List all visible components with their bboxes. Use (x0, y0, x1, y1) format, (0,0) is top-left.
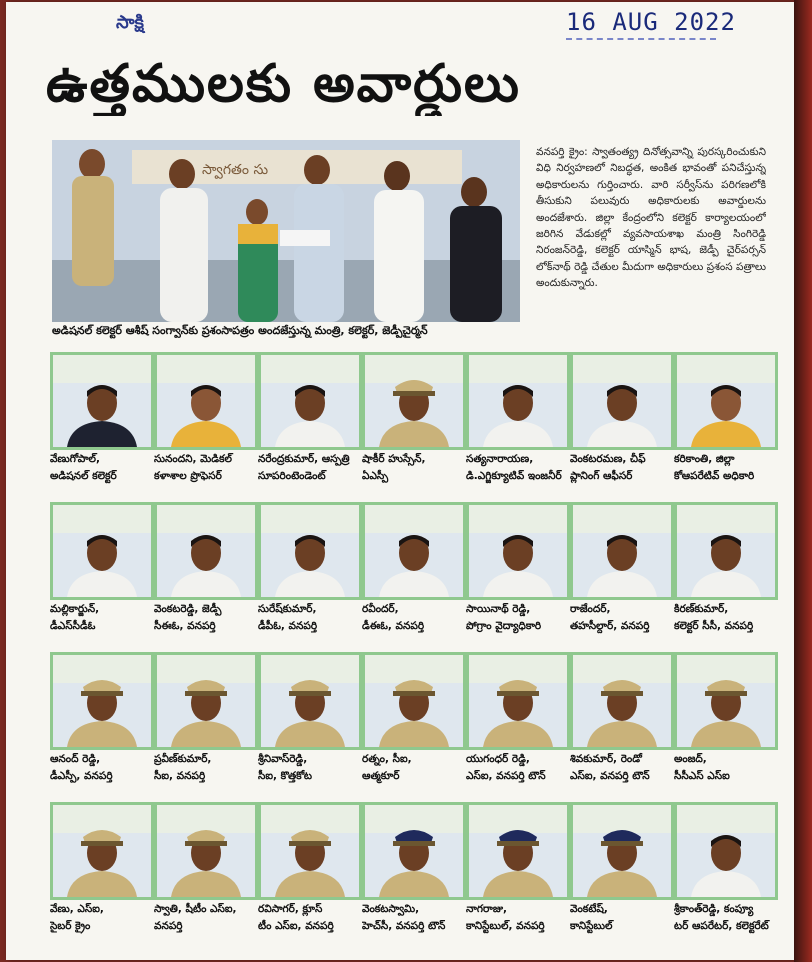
awardee-card (154, 502, 258, 652)
awardee-designation: అడిషనల్ కలెక్టర్ (50, 470, 117, 482)
awardee-designation: ఎస్ఐ, వనపర్తి టౌన్ (570, 770, 650, 782)
awardee-designation: కానిస్టేబుల్, వనపర్తి (466, 920, 545, 932)
awardee-card (674, 352, 778, 502)
awardee-card (362, 652, 466, 802)
awardee-name: కిరణ్‌కుమార్, (674, 603, 729, 615)
awardee-name: సునందని, మెడికల్ (154, 453, 232, 465)
awardee-name: వేణుగోపాల్, (50, 453, 100, 465)
awardee-name: వెంకటస్వామి, (362, 903, 420, 915)
awardee-card (362, 802, 466, 952)
awardee-name: యుగంధర్ రెడ్డి, (466, 753, 530, 765)
awardee-designation: హెచ్‌సీ, వనపర్తి టౌన్ (362, 920, 446, 932)
awardee-designation: టీం ఎస్ఐ, వనపర్తి (258, 920, 334, 932)
awardee-card (466, 352, 570, 502)
awardee-designation: సీఐ, కొత్తకోట (258, 770, 313, 782)
awardee-designation: డీఎస్‌సీడీఓ (50, 620, 96, 632)
awardee-photo (362, 802, 466, 900)
awardee-card (258, 502, 362, 652)
awardee-designation: డీఈఓ, వనపర్తి (362, 620, 425, 632)
awardee-designation: డీపీఓ, వనపర్తి (258, 620, 318, 632)
awardee-photo (50, 802, 154, 900)
awardee-designation: కళాశాల ప్రొఫెసర్ (154, 470, 222, 482)
main-photo-banner: స్వాగతం సు (202, 162, 269, 178)
awardee-name: రాజేందర్, (570, 603, 611, 615)
awardee-card (570, 352, 674, 502)
awardee-card (258, 652, 362, 802)
awardee-designation: వనపర్తి (154, 920, 183, 932)
awardee-designation: కలెక్టర్ సీసీ, వనపర్తి (674, 620, 754, 632)
awardee-photo (466, 802, 570, 900)
awardee-photo (570, 802, 674, 900)
awardee-photo (674, 502, 778, 600)
awardee-name: సాయినాథ్ రెడ్డి, (466, 603, 531, 615)
awardee-card (50, 502, 154, 652)
awardee-name: అంజద్, (674, 753, 707, 765)
awardee-photo (258, 652, 362, 750)
background-strip (794, 0, 812, 962)
awardee-card (674, 502, 778, 652)
awardee-photo (466, 652, 570, 750)
awardee-designation: డీఎస్పీ, వనపర్తి (50, 770, 113, 782)
awardee-photo (362, 502, 466, 600)
awardee-card (466, 502, 570, 652)
awardee-card (154, 352, 258, 502)
awardee-card (674, 652, 778, 802)
awardee-designation: సైబర్ క్రైం (50, 920, 91, 932)
awardee-name: శ్రీనివాస్‌రెడ్డి, (258, 753, 308, 765)
awardee-designation: పోగ్రాం వైద్యాధికారి (466, 620, 542, 632)
awardee-card (570, 652, 674, 802)
awardee-name: నాగరాజు, (466, 903, 508, 915)
awardee-designation: ఎస్ఐ, వనపర్తి టౌన్ (466, 770, 546, 782)
awardee-name: ఆనంద్ రెడ్డి, (50, 753, 101, 765)
awardee-card (570, 502, 674, 652)
awardee-card (154, 652, 258, 802)
awardee-photo (50, 502, 154, 600)
awardee-designation: కానిస్టేబుల్ (570, 920, 613, 932)
awardee-designation: సూపరింటెండెంట్ (258, 470, 326, 482)
awardee-photo (258, 352, 362, 450)
awardee-designation: ఆత్మకూర్ (362, 770, 400, 782)
awardee-name: సురేష్‌కుమార్, (258, 603, 317, 615)
awardee-photo (466, 502, 570, 600)
awardee-name: రవిసాగర్, క్లూస్ (258, 903, 323, 915)
award-ceremony-photo (52, 140, 520, 322)
awardee-name: వెంకటరమణ, చీఫ్ (570, 453, 646, 465)
awardee-photo (674, 352, 778, 450)
awardee-card (570, 802, 674, 952)
awardee-photo (362, 352, 466, 450)
awardee-designation: టర్ ఆపరేటర్, కలెక్టరేట్ (674, 920, 769, 932)
awardee-name: శివకుమార్, రెండో (570, 753, 642, 765)
awardee-photo (570, 502, 674, 600)
awardee-photo (154, 352, 258, 450)
awardee-photo (570, 352, 674, 450)
awardee-designation: ప్లానింగ్ ఆఫీసర్ (570, 470, 633, 482)
masthead: సాక్షి (116, 12, 144, 33)
awardee-card (258, 802, 362, 952)
awardee-name: ప్రవీణ్‌కుమార్, (154, 753, 212, 765)
awardee-name: మల్లికార్జున్, (50, 603, 100, 615)
awardee-name: రత్నం, సీఐ, (362, 753, 412, 765)
newspaper-page (6, 2, 796, 960)
awardee-name: వేణు, ఎస్ఐ, (50, 903, 104, 915)
awardee-name: షాకీర్ హుస్సేన్, (362, 453, 426, 465)
awardee-designation: సీఈఓ, వనపర్తి (154, 620, 216, 632)
awardee-designation: తహసీల్దార్, వనపర్తి (570, 620, 650, 632)
awardee-designation: సీసీఎస్ ఎస్ఐ (674, 770, 730, 782)
awardee-name: రవీందర్, (362, 603, 399, 615)
awardee-name: శ్రీకాంత్‌రెడ్డి, కంప్యూ (674, 903, 754, 915)
awardee-photo (258, 502, 362, 600)
awardee-photo (466, 352, 570, 450)
photo-caption: అడిషనల్ కలెక్టర్ ఆశీష్ సంగ్వాన్‌కు ప్రశంసాపత్రం అందజేస్తున్న మంత్రి, కలెక్టర్, జెడ్పీచైర్మన్ (52, 324, 428, 337)
awardee-photo (154, 802, 258, 900)
awardee-photo (50, 352, 154, 450)
awardee-card (466, 802, 570, 952)
awardee-name: కరికాంతి, జిల్లా (674, 453, 735, 465)
date-underline (566, 38, 716, 40)
awardee-name: వెంకటరెడ్డి, జెడ్పీ (154, 603, 222, 615)
awardee-designation: ఏఎస్పీ (362, 470, 389, 482)
awardee-card (362, 352, 466, 502)
awardee-designation: డి.ఎగ్జిక్యూటివ్ ఇంజనీర్ (466, 470, 562, 482)
awardee-card (50, 802, 154, 952)
awardee-photo (50, 652, 154, 750)
awardee-photo (570, 652, 674, 750)
awardee-card (466, 652, 570, 802)
awardee-name: సత్యనారాయణ, (466, 453, 534, 465)
awardee-name: వెంకటేష్, (570, 903, 608, 915)
awardee-photo (362, 652, 466, 750)
awardee-photo (258, 802, 362, 900)
awardee-photo (154, 652, 258, 750)
awardee-card (362, 502, 466, 652)
main-photo (52, 140, 520, 322)
awardee-photo (674, 652, 778, 750)
article-text: వనపర్తి క్రైం: స్వాతంత్య్ర దినోత్సవాన్ని పురస్కరించుకుని విధి నిర్వహణలో నిబద్ధత, అంకిత భావంతో పనిచేస్తున్న అధికారులను గుర్తించారు. వారి సర్వీస్‌ను పరిగణలోకి తీసుకుని పలువురు అధికారులకు అవార్డులను అందజేశారు. జిల్లా కేంద్రంలోని కలెక్టర్ కార్యాలయంలో జరిగిన వేడుకల్లో వ్యవసాయశాఖ మంత్రి సింగిరెడ్డి నిరంజన్‌రెడ్డి, కలెక్టర్ యాస్మిన్ భాష, జెడ్పీ చైర్‌పర్సన్ లోక్‌నాథ్ రెడ్డి చేతుల మీదుగా అధికారులు ప్రశంస పత్రాలు అందుకున్నారు. (536, 146, 766, 290)
awardee-photo (674, 802, 778, 900)
headline: ఉత్తములకు అవార్డులు (46, 54, 521, 114)
awardee-card (258, 352, 362, 502)
awardee-card (50, 652, 154, 802)
date-stamp: 16 AUG 2022 (566, 8, 736, 36)
awardee-name: నరేంద్రకుమార్, ఆస్పత్రి (258, 453, 350, 465)
awardee-designation: సీఐ, వనపర్తి (154, 770, 206, 782)
awardee-card (154, 802, 258, 952)
awardee-card (674, 802, 778, 952)
awardee-card (50, 352, 154, 502)
awardee-designation: కోఆపరేటివ్ అధికారి (674, 470, 755, 482)
awardee-photo (154, 502, 258, 600)
awardee-name: స్వాతి, షీటీం ఎస్ఐ, (154, 903, 237, 915)
